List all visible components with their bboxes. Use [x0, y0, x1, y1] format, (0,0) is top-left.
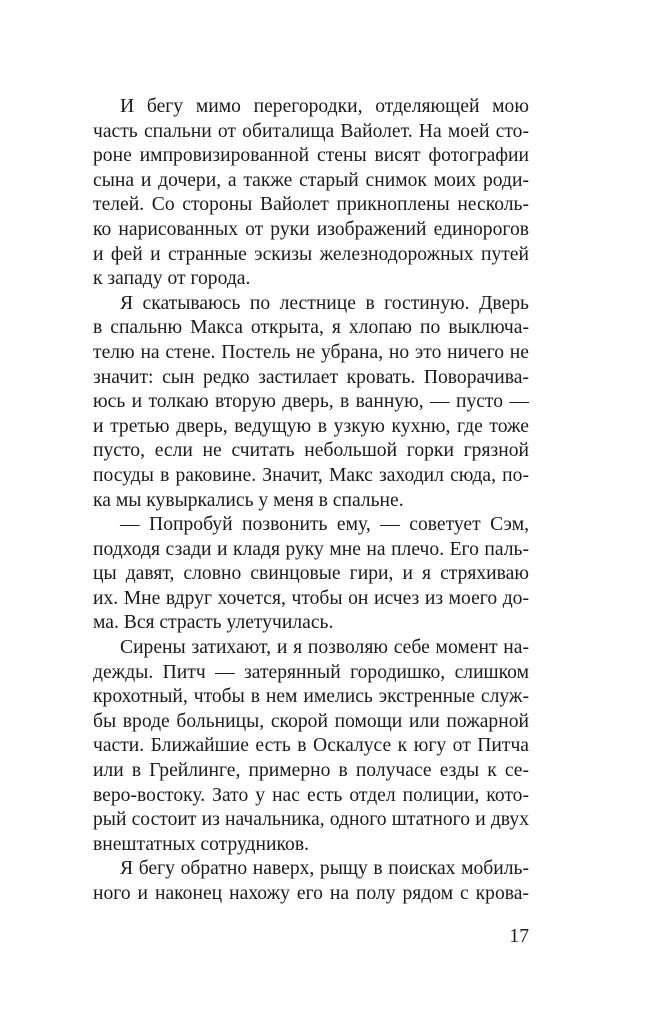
- text-line: Я скатываюсь по лестнице в гостиную. Дверь: [120, 292, 529, 314]
- text-line: юсь и толкаю вторую дверь, в ванную, — пусто —: [93, 391, 529, 413]
- text-line: пусто, если не считать небольшой горки грязной: [93, 440, 529, 462]
- text-line: часть спальни от обиталища Вайолет. На моей сто-: [93, 120, 529, 142]
- text-line: части. Ближайшие есть в Оскалусе к югу от Питча: [93, 735, 529, 757]
- paragraph: [93, 292, 529, 513]
- text-line: и фей и странные эскизы железнодорожных путей: [93, 243, 529, 265]
- text-line: и третью дверь, ведущую в узкую кухню, где тоже: [93, 415, 529, 437]
- text-line: крохотный, чтобы в нем имелись экстренные служ-: [93, 686, 529, 708]
- text-line: к западу от города.: [93, 268, 251, 290]
- text-line: ма. Вся страсть улетучилась.: [93, 612, 334, 634]
- text-line: ко нарисованных от руки изображений единорогов: [93, 218, 529, 240]
- text-line: подходя сзади и кладя руку мне на плечо. Его паль-: [93, 538, 529, 560]
- page-number: 17: [509, 926, 529, 947]
- text-line: И бегу мимо перегородки, отделяющей мою: [120, 96, 529, 117]
- text-line: телей. Со стороны Вайолет прикноплены несколь-: [93, 194, 529, 216]
- text-line: веро-востоку. Зато у нас есть отдел полиции, кото-: [93, 784, 529, 806]
- text-line: в спальню Макса открыта, я хлопаю по выключа-: [93, 317, 529, 339]
- text-line: их. Мне вдруг хочется, чтобы он исчез из моего до-: [93, 587, 529, 609]
- text-line: цы давят, словно свинцовые гири, и я стряхиваю: [93, 563, 529, 585]
- body-text: [93, 95, 529, 907]
- text-line: или в Грейлинге, примерно в получасе езды к се-: [93, 760, 529, 782]
- text-line: посуды в раковине. Значит, Макс заходил сюда, по-: [93, 464, 529, 486]
- text-line: значит: сын редко застилает кровать. Поворачива-: [93, 366, 529, 388]
- text-line: дежды. Питч — затерянный городишко, слишком: [93, 661, 529, 683]
- text-line: Сирены затихают, и я позволяю себе момент на-: [120, 637, 529, 659]
- paragraph: [93, 857, 529, 906]
- paragraph: [93, 513, 529, 636]
- text-line: бы вроде больницы, скорой помощи или пожарной: [93, 710, 529, 732]
- text-line: ка мы кувыркались у меня в спальне.: [93, 489, 404, 511]
- text-line: Я бегу обратно наверх, рыщу в поисках мобиль-: [120, 858, 529, 880]
- text-line: ного и наконец нахожу его на полу рядом с крова-: [93, 883, 529, 904]
- paragraph: [93, 95, 529, 292]
- paragraph: [93, 636, 529, 857]
- text-line: — Попробуй позвонить ему, — советует Сэм,: [120, 514, 529, 536]
- text-line: роне импровизированной стены висят фотографии: [93, 145, 529, 167]
- text-line: рый состоит из начальника, одного штатного и двух: [93, 809, 529, 831]
- text-line: внештатных сотрудников.: [93, 833, 309, 855]
- text-line: телю на стене. Постель не убрана, но это ничего не: [93, 341, 529, 363]
- text-line: сына и дочери, а также старый снимок моих роди-: [93, 169, 529, 191]
